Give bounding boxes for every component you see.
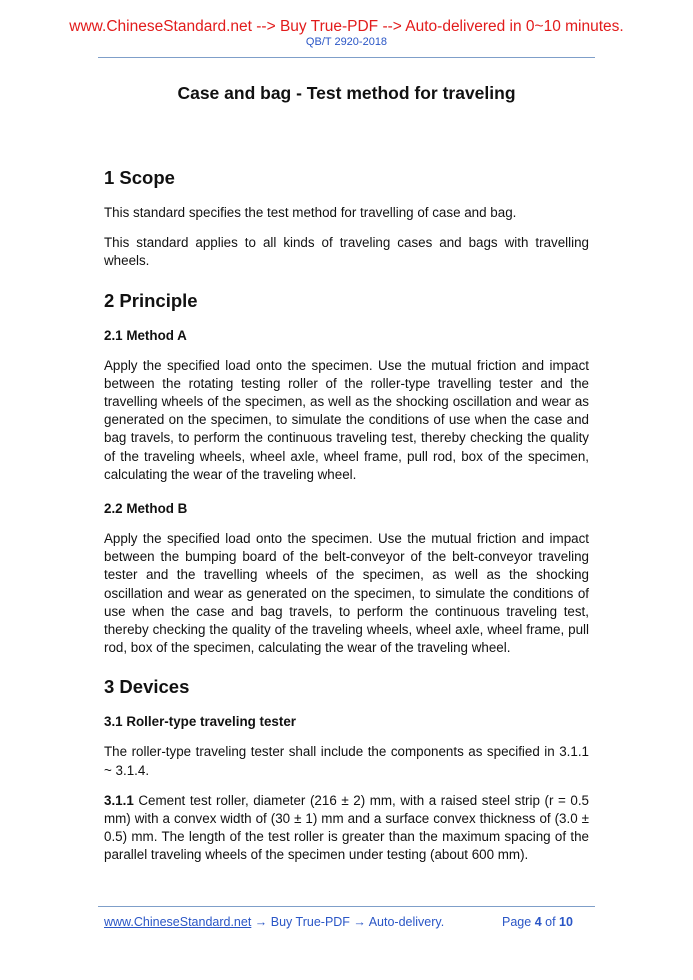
footer-divider	[98, 906, 595, 907]
section-heading-devices: 3 Devices	[104, 676, 190, 698]
clause-text: Cement test roller, diameter (216 ± 2) mm, with a raised steel strip (r = 0.5 mm) with a convex width of (30 ± 1) mm and a surface convex thickness of (3.0 ± 0.5) mm. The length of the test roller is greater than the maximum spacing of the parallel traveling wheels of the specimen under testing (about 600 mm).	[104, 792, 589, 863]
footer-promo	[104, 915, 444, 929]
footer-site-link[interactable]: www.ChineseStandard.net	[104, 915, 252, 929]
scope-paragraph-1: This standard specifies the test method for travelling of case and bag.	[104, 205, 517, 220]
subsection-heading-method-a: 2.1 Method A	[104, 327, 187, 343]
document-body	[104, 166, 589, 877]
section-heading-scope: 1 Scope	[104, 167, 175, 188]
page-indicator	[502, 915, 573, 929]
subsection-heading-roller-tester: 3.1 Roller-type traveling tester	[104, 714, 297, 730]
clause-number: 3.1.1	[104, 792, 134, 808]
method-a-paragraph: Apply the specified load onto the specimen. Use the mutual friction and impact between the rotating testing roller of the roller-type travelling tester and the travelling wheels of the specimen, as well as the shocking oscillation and wear as generated on the specimen, to simulate the conditions of use when the case and bag travels, to perform the continuous traveling test, thereby checking the quality of the traveling wheels, wheel axle, wheel frame, pull rod, box of the specimen, calculating the wear of the traveling wheel.	[104, 357, 589, 482]
clause-3-1-1	[104, 792, 589, 865]
page-label: Page	[502, 915, 532, 929]
footer-promo-text: → Buy True-PDF → Auto-delivery.	[251, 915, 445, 929]
subsection-heading-method-b: 2.2 Method B	[104, 501, 188, 517]
promo-banner[interactable]: www.ChineseStandard.net --> Buy True-PDF --> Auto-delivered in 0~10 minutes.	[69, 18, 624, 35]
page-current: 4	[534, 915, 542, 929]
section-heading-principle: 2 Principle	[104, 289, 198, 311]
document-title: Case and bag - Test method for traveling	[177, 83, 516, 103]
page-of-label: of	[545, 915, 556, 929]
page-total: 10	[559, 915, 573, 929]
scope-paragraph-2: This standard applies to all kinds of traveling cases and bags with travelling wheels.	[104, 235, 589, 269]
header-divider	[98, 57, 595, 58]
standard-number: QB/T 2920-2018	[305, 36, 388, 48]
roller-tester-intro: The roller-type traveling tester shall include the components as specified in 3.1.1 ~ 3.1.4.	[104, 744, 589, 778]
method-b-paragraph: Apply the specified load onto the specimen. Use the mutual friction and impact between the bumping board of the belt-conveyor of the belt-conveyor traveling tester and the travelling wheels of the specimen, as well as the shocking oscillation and wear as generated on the specimen, to simulate the conditions of use when the case and bag travels, to perform the continuous traveling test, thereby checking the quality of the traveling wheels, wheel axle, wheel frame, pull rod, box of the specimen, calculating the wear of the traveling wheel.	[104, 531, 589, 656]
